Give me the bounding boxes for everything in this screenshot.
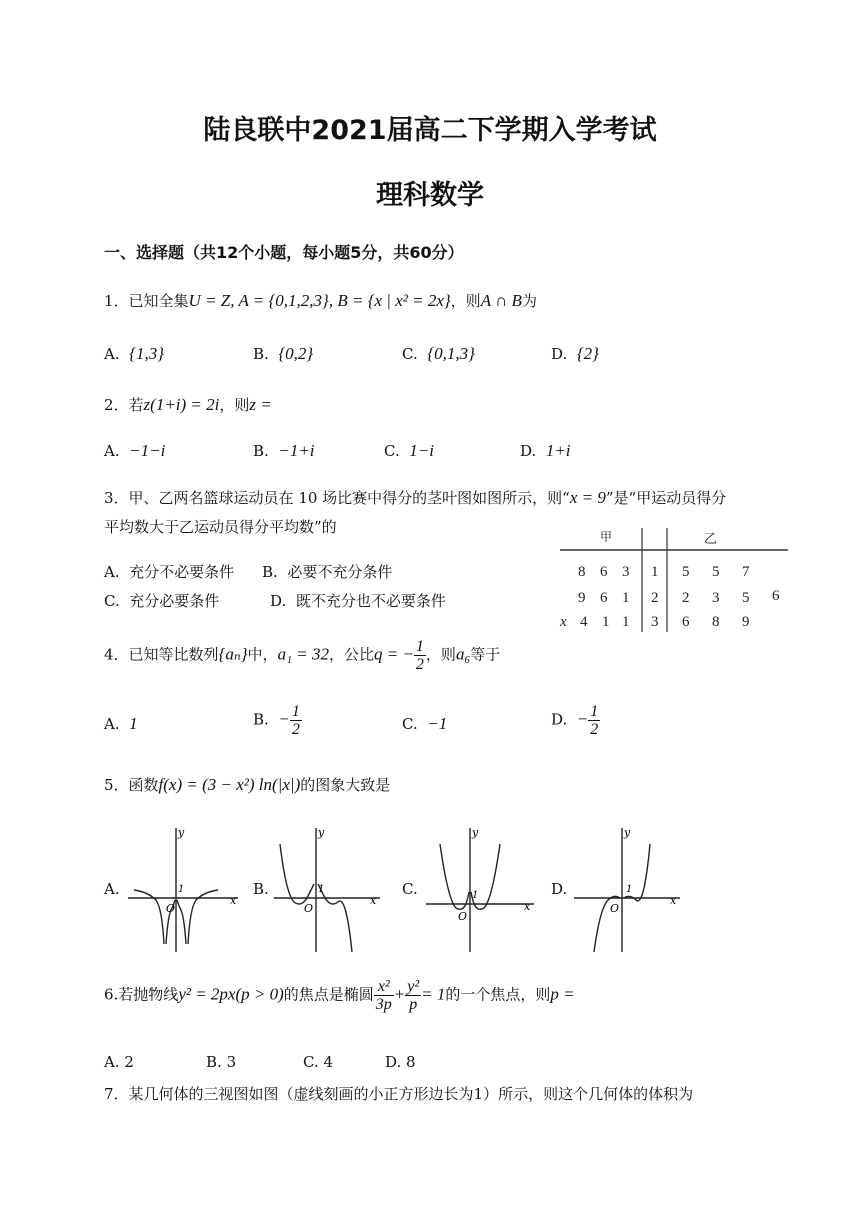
question-3-line-2: 平均数大于乙运动员得分平均数”的 <box>104 518 337 536</box>
q1-option-b: B. {0,2} <box>253 344 314 363</box>
q4-option-c: C. −1 <box>402 714 448 733</box>
q4-option-b: B. − $\frac{1}{2}$ <box>253 703 300 738</box>
leaf-cell: 1 <box>622 614 630 630</box>
stem-header-right: 乙 <box>704 531 718 546</box>
svg-text:x: x <box>370 894 377 907</box>
stem-cell: 2 <box>651 590 659 606</box>
question-1-end: 为 <box>521 292 537 310</box>
leaf-cell: 3 <box>622 564 630 580</box>
question-3-line-1: 3．甲、乙两名篮球运动员在 10 场比赛中得分的茎叶图如图所示，则“x = 9”是“甲运动员得分 <box>104 488 727 507</box>
q5-option-a-label: A. <box>104 880 120 898</box>
leaf-cell: 6 <box>682 614 690 630</box>
stem-header-left: 甲 <box>600 530 613 544</box>
leaf-cell: 4 <box>580 614 588 630</box>
q2-option-c: C. 1−i <box>384 441 434 460</box>
q2-option-b: B. −1+i <box>253 441 315 460</box>
leaf-cell: 1 <box>602 614 610 630</box>
leaf-cell: 3 <box>712 590 720 606</box>
q6-option-a: A. 2 <box>104 1053 134 1071</box>
q3-option-d: D. 既不充分也不必要条件 <box>270 592 446 610</box>
leaf-cell: 5 <box>712 564 720 580</box>
q5-graph-d <box>572 824 688 954</box>
svg-text:y: y <box>624 826 631 839</box>
leaf-cell: 9 <box>742 614 750 630</box>
q2-option-d: D. 1+i <box>520 441 571 460</box>
leaf-cell: 1 <box>622 590 630 606</box>
leaf-cell: 8 <box>578 564 586 580</box>
q4-option-a: A. 1 <box>104 714 138 733</box>
leaf-cell: 6 <box>600 564 608 580</box>
question-7: 7．某几何体的三视图如图（虚线刻画的小正方形边长为1）所示，则这个几何体的体积为 <box>104 1085 694 1103</box>
q6-option-c: C. 4 <box>303 1053 334 1071</box>
svg-text:O: O <box>166 902 176 915</box>
svg-text:x: x <box>524 900 531 913</box>
section-heading: 一、选择题（共12个小题，每小题5分，共60分） <box>104 243 464 262</box>
q3-option-b: B. 必要不充分条件 <box>262 563 393 581</box>
question-4: 4．已知等比数列{aₙ}中，a₁ = 32，公比q = − $\frac{1}{2}$ ，则a₆等于 <box>104 638 501 673</box>
svg-text:1: 1 <box>178 884 185 895</box>
svg-text:1: 1 <box>626 884 633 895</box>
question-2: 2．若z(1+i) = 2i，则z = <box>104 395 272 414</box>
question-1 <box>104 290 537 311</box>
q1-option-a: A. {1,3} <box>104 344 165 363</box>
q6-option-d: D. 8 <box>385 1053 416 1071</box>
leaf-cell: 5 <box>742 590 750 606</box>
question-1-prefix: 1．已知全集 <box>104 292 189 310</box>
leaf-cell: 8 <box>712 614 720 630</box>
stem-leaf-plot <box>548 522 794 640</box>
leaf-cell: 7 <box>742 564 750 580</box>
svg-text:x: x <box>670 894 677 907</box>
q3-option-c: C. 充分必要条件 <box>104 592 220 610</box>
q5-option-b-label: B. <box>253 880 269 898</box>
svg-text:1: 1 <box>318 884 325 895</box>
leaf-cell: x <box>560 614 567 630</box>
leaf-cell: 6 <box>772 588 780 604</box>
svg-text:y: y <box>178 826 185 839</box>
svg-text:O: O <box>458 910 468 923</box>
question-5: 5．函数f(x) = (3 − x²) ln(|x|)的图象大致是 <box>104 775 391 794</box>
svg-text:x: x <box>230 894 237 907</box>
q5-graph-b <box>272 824 388 954</box>
q2-option-a: A. −1−i <box>104 441 166 460</box>
question-1-math2: A ∩ B <box>480 291 522 310</box>
q5-option-d-label: D. <box>551 880 568 898</box>
page-title: 陆良联中2021届高二下学期入学考试 <box>203 115 657 146</box>
leaf-cell: 9 <box>578 590 586 606</box>
q1-option-c: C. {0,1,3} <box>402 344 475 363</box>
question-1-math: U = Z, A = {0,1,2,3}, B = {x | x² = 2x} <box>188 291 451 310</box>
q5-graph-c <box>424 824 540 954</box>
svg-text:O: O <box>304 902 314 915</box>
svg-text:y: y <box>472 826 479 839</box>
svg-text:1: 1 <box>472 890 479 901</box>
leaf-cell: 2 <box>682 590 690 606</box>
q5-option-c-label: C. <box>402 880 418 898</box>
leaf-cell: 6 <box>600 590 608 606</box>
stem-cell: 1 <box>651 564 659 580</box>
q3-option-a: A. 充分不必要条件 <box>104 563 235 581</box>
q5-graph-a <box>126 824 242 954</box>
leaf-cell: 5 <box>682 564 690 580</box>
q4-fraction: $\frac{1}{2}$ <box>415 638 424 673</box>
svg-text:y: y <box>318 826 325 839</box>
page-subtitle: 理科数学 <box>376 180 484 211</box>
q1-option-d: D. {2} <box>551 344 599 363</box>
q4-option-d: D. − $\frac{1}{2}$ <box>551 703 599 738</box>
question-1-suffix: ，则 <box>450 292 481 310</box>
stem-cell: 3 <box>651 614 659 630</box>
question-6: 6.若抛物线y² = 2px(p > 0)的焦点是椭圆 $\frac{\text{x²}}{3p}$ + $\frac{\text{y²}}{p}$ = 1的一个焦点，则p = <box>104 978 575 1013</box>
q6-option-b: B. 3 <box>206 1053 237 1071</box>
svg-text:O: O <box>610 902 620 915</box>
